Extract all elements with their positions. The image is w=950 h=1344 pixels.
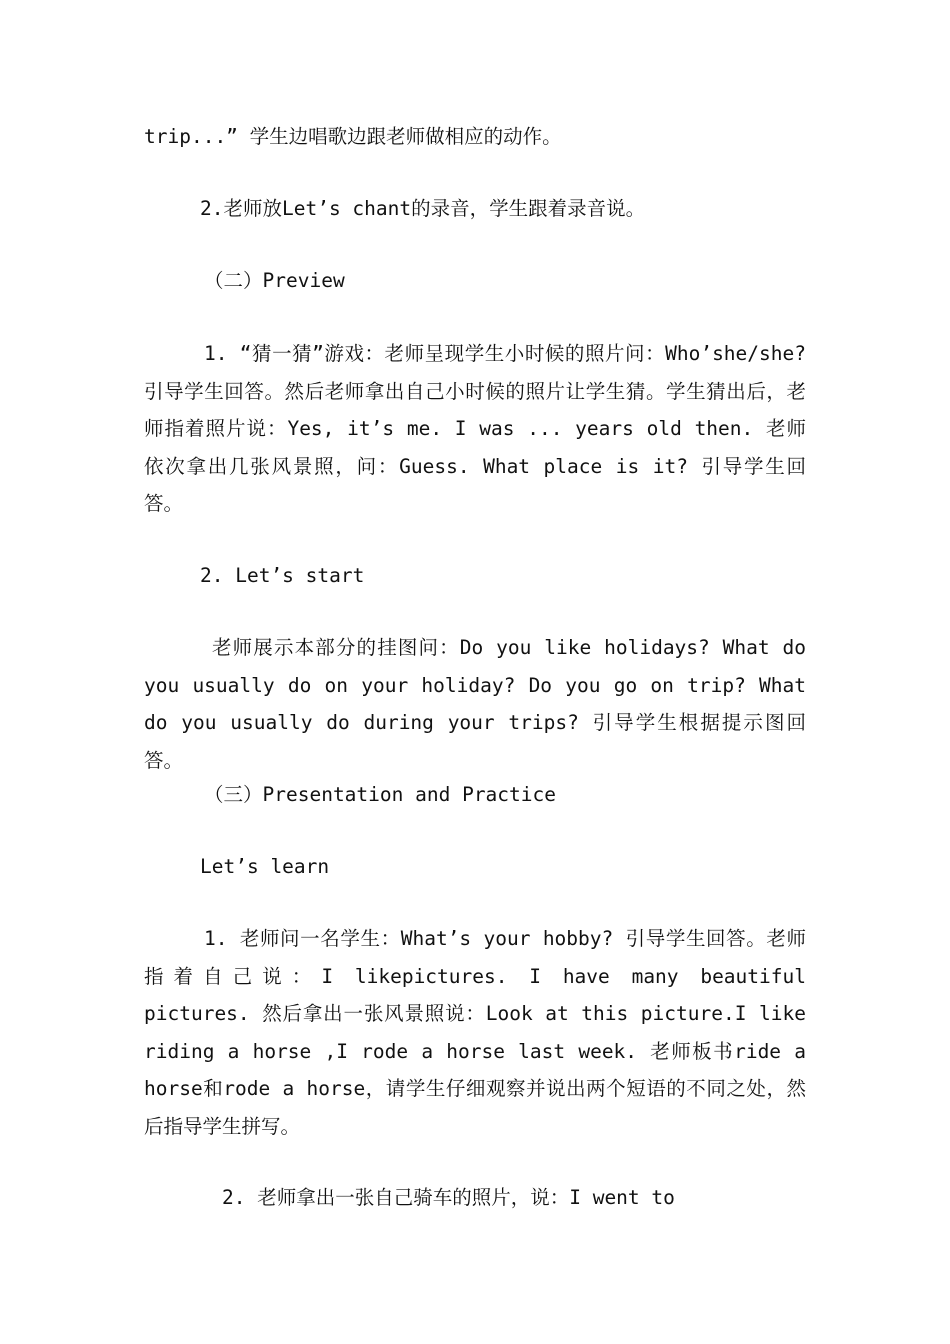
heading-presentation-practice: （三）Presentation and Practice — [204, 783, 556, 806]
paragraph-lets-start: 2. Let’s start — [200, 564, 365, 587]
heading-lets-learn: Let’s learn — [200, 855, 330, 878]
paragraph-chant: 2.老师放Let’s chant的录音，学生跟着录音说。 — [200, 197, 646, 220]
paragraph-bike-photo: 2. 老师拿出一张自己骑车的照片，说：I went to — [222, 1186, 675, 1209]
paragraph-song-actions: trip...” 学生边唱歌边跟老师做相应的动作。 — [144, 125, 562, 148]
paragraph-holidays: 老师展示本部分的挂图问：Do you like holidays? What do you usually do on your holiday? Do you go on trip? What do you usually do during your trips? 引导学生根据提示图回答。 — [144, 636, 806, 772]
paragraph-guess-game: 1. “猜一猜”游戏：老师呈现学生小时候的照片问：Who’she/she? 引导学生回答。然后老师拿出自己小时候的照片让学生猜。学生猜出后，老师指着照片说：Yes, it’s me. I was ... years old then. 老师依次拿出几张风景照，问：Guess. What place is it? 引导学生回答。 — [144, 342, 806, 515]
heading-preview: （二）Preview — [204, 269, 345, 292]
paragraph-hobby: 1. 老师问一名学生：What’s your hobby? 引导学生回答。老师指着自己说：I likepictures. I have many beautiful pictures. 然后拿出一张风景照说：Look at this picture.I like riding a horse ,I rode a horse last week. 老师板书ride a horse和rode a horse，请学生仔细观察并说出两个短语的不同之处，然后指导学生拼写。 — [144, 927, 806, 1138]
